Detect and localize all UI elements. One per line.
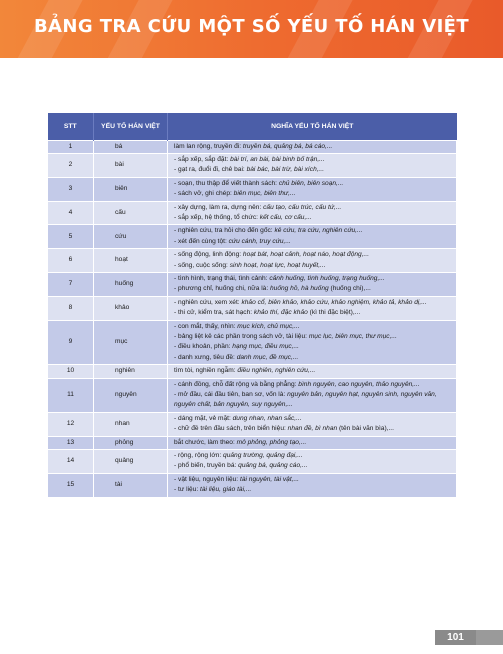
meaning-line: [174, 485, 452, 495]
row-meaning: [168, 177, 457, 201]
row-word: biên: [94, 177, 168, 201]
meaning-text: - tình hình, trạng thái, tình cảnh:: [174, 274, 270, 282]
meaning-line: [174, 342, 452, 352]
meaning-examples: dung nhan, nhan sắc,...: [232, 414, 302, 422]
meaning-line: [174, 322, 452, 332]
meaning-examples: bình nguyên, cao nguyên, thảo nguyên,...: [298, 380, 420, 388]
row-meaning: [168, 412, 457, 436]
meaning-text: - chữ đề trên đầu sách, trên biển hiệu:: [174, 425, 288, 433]
meaning-text: - phương chỉ, huống chi, nữa là:: [174, 285, 270, 293]
meaning-line: [174, 353, 452, 363]
meaning-examples: huống hồ, hà huống: [270, 285, 329, 293]
meaning-text: - gạt ra, đuổi đi, chê bai:: [174, 166, 247, 174]
meaning-line: [174, 438, 452, 448]
table-header-row: [48, 113, 457, 140]
meaning-examples: mục lục, biên mục, thư mục,...: [308, 333, 397, 340]
row-word: cấu: [94, 201, 168, 225]
row-stt: 10: [48, 365, 94, 378]
row-meaning: [168, 365, 457, 378]
meaning-examples: tài liệu, giáo tài,...: [200, 486, 252, 494]
meaning-text: làm lan rộng, truyền đi:: [174, 142, 243, 150]
meaning-line: [174, 179, 452, 189]
meaning-text: - rộng, rộng lớn:: [174, 452, 224, 460]
header-word: YẾU TỐ HÁN VIỆT: [94, 113, 168, 140]
row-meaning: [168, 320, 457, 365]
meaning-examples: hoạt bát, hoạt cảnh, hoạt náo, hoạt động,...: [242, 251, 370, 259]
meaning-examples: khảo thí, đặc khảo: [253, 309, 308, 317]
meaning-text: - sách vở, ghi chép:: [174, 190, 234, 198]
meaning-line: [174, 142, 452, 152]
meaning-examples: biên mục, biên thư,...: [233, 190, 296, 198]
meaning-examples: bài bác, bài trừ, bài xích,...: [246, 166, 325, 174]
row-meaning: [168, 140, 457, 153]
meaning-text: - danh xưng, tiêu đề:: [174, 353, 237, 361]
row-word: nhan: [94, 412, 168, 436]
meaning-line: [174, 213, 452, 223]
meaning-text: - thi cử, kiểm tra, sát hạch:: [174, 309, 254, 317]
row-stt: 13: [48, 436, 94, 449]
meaning-text: - vật liệu, nguyên liệu:: [174, 475, 240, 483]
meaning-examples: hạng mục, điều mục,...: [232, 343, 300, 351]
row-stt: 1: [48, 140, 94, 153]
page-number: 101: [447, 632, 464, 643]
table-row: [48, 320, 457, 365]
meaning-examples: điều nghiên, nghiên cứu,...: [237, 367, 316, 375]
row-stt: 14: [48, 450, 94, 474]
meaning-line: [174, 451, 452, 461]
meaning-text: - phổ biến, truyền bá:: [174, 462, 239, 470]
meaning-examples: nguyên chất, bản nguyên, suy nguyên,...: [174, 401, 293, 409]
row-word: hoạt: [94, 249, 168, 273]
row-word: quảng: [94, 450, 168, 474]
page-title: BẢNG TRA CỨU MỘT SỐ YẾU TỐ HÁN VIỆT: [33, 16, 470, 37]
meaning-examples: mô phỏng, phỏng tạo,...: [236, 438, 307, 446]
row-stt: 3: [48, 177, 94, 201]
row-word: mục: [94, 320, 168, 365]
meaning-line: [174, 261, 452, 271]
meaning-note: (tên bài văn bìa),...: [337, 425, 394, 433]
table-row: [48, 249, 457, 273]
meaning-text: - sống động, linh động:: [174, 251, 243, 259]
meaning-line: [174, 165, 452, 175]
meaning-examples: khảo cổ, biên khảo, khảo cứu, khảo nghiệm, khảo tả, khảo dị,...: [241, 298, 427, 306]
row-word: cứu: [94, 225, 168, 249]
page-number-bar-tail: [476, 630, 503, 645]
title-banner: [0, 0, 503, 58]
meaning-examples: bài trí, an bài, bài binh bố trận,...: [230, 155, 325, 163]
row-word: phỏng: [94, 436, 168, 449]
row-meaning: [168, 153, 457, 177]
meaning-text: - xét đến cùng tột:: [174, 237, 229, 245]
meaning-line: [174, 284, 452, 294]
row-word: bài: [94, 153, 168, 177]
meaning-text: - sắp xếp, hệ thống, tổ chức:: [174, 213, 260, 221]
table-row: [48, 177, 457, 201]
row-stt: 2: [48, 153, 94, 177]
row-stt: 6: [48, 249, 94, 273]
meaning-examples: truyền bá, quảng bá, bá cáo,...: [242, 142, 333, 150]
meaning-line: [174, 226, 452, 236]
table-row: [48, 365, 457, 378]
table-row: [48, 378, 457, 412]
meaning-line: [174, 400, 452, 410]
meaning-line: [174, 390, 452, 400]
meaning-examples: quảng trường, quảng đại,...: [223, 452, 303, 460]
meaning-examples: quảng bá, quảng cáo,...: [238, 462, 308, 470]
row-meaning: [168, 249, 457, 273]
meaning-line: [174, 274, 452, 284]
header-meaning: NGHĨA YẾU TỐ HÁN VIỆT: [168, 113, 457, 140]
meaning-line: [174, 308, 452, 318]
meaning-examples: nhan đề, bì nhan: [287, 425, 338, 433]
meaning-line: [174, 424, 452, 434]
table-row: [48, 436, 457, 449]
meaning-examples: nguyên bản, nguyên hạt, nguyên sinh, nguyên văn,: [287, 391, 437, 399]
meaning-text: - điều khoản, phần:: [174, 343, 233, 351]
row-word: nghiên: [94, 365, 168, 378]
table-row: [48, 412, 457, 436]
meaning-line: [174, 237, 452, 247]
row-stt: 12: [48, 412, 94, 436]
meaning-line: [174, 155, 452, 165]
meaning-text: - cánh đồng, chỗ đất rộng và bằng phẳng:: [174, 380, 299, 388]
row-word: tài: [94, 473, 168, 497]
row-word: huống: [94, 272, 168, 296]
meaning-line: [174, 189, 452, 199]
row-stt: 9: [48, 320, 94, 365]
table-row: [48, 140, 457, 153]
row-meaning: [168, 473, 457, 497]
meaning-text: - bảng liệt kê các phần trong sách vở, tài liệu:: [174, 333, 309, 340]
meaning-text: - dáng mặt, vẻ mặt:: [174, 414, 233, 422]
meaning-line: [174, 203, 452, 213]
row-stt: 7: [48, 272, 94, 296]
table-row: [48, 153, 457, 177]
meaning-line: [174, 414, 452, 424]
table-row: [48, 272, 457, 296]
meaning-text: tìm tòi, nghiền ngẫm:: [174, 367, 238, 375]
row-stt: 4: [48, 201, 94, 225]
row-stt: 15: [48, 473, 94, 497]
meaning-examples: kê cứu, tra cứu, nghiên cứu,...: [274, 227, 363, 235]
meaning-text: bắt chước, làm theo:: [174, 438, 237, 446]
meaning-examples: kết cấu, cơ cấu,...: [259, 213, 312, 221]
meaning-text: - xây dựng, làm ra, dựng nên:: [174, 203, 264, 211]
meaning-text: - nghiên cứu, tra hỏi cho đến gốc:: [174, 227, 275, 235]
meaning-line: [174, 380, 452, 390]
row-stt: 11: [48, 378, 94, 412]
table-row: [48, 473, 457, 497]
meaning-text: - con mắt, thấy, nhìn:: [174, 322, 238, 330]
row-stt: 8: [48, 296, 94, 320]
lookup-table: [47, 113, 457, 498]
table-row: [48, 450, 457, 474]
meaning-line: [174, 332, 452, 342]
row-meaning: [168, 296, 457, 320]
row-meaning: [168, 201, 457, 225]
row-meaning: [168, 225, 457, 249]
meaning-examples: mục kích, chủ mục,...: [237, 322, 300, 330]
meaning-text: - tư liệu:: [174, 486, 201, 494]
meaning-examples: tài nguyên, tài vật,...: [239, 475, 299, 483]
meaning-examples: chủ biên, biên soạn,...: [278, 179, 344, 187]
meaning-examples: cứu cánh, truy cứu,...: [228, 237, 291, 245]
header-stt: STT: [48, 113, 94, 140]
table-row: [48, 225, 457, 249]
meaning-line: [174, 298, 452, 308]
meaning-note: (kì thi đặc biệt),...: [307, 309, 361, 317]
meaning-text: - sống, cuộc sống:: [174, 261, 230, 269]
meaning-line: [174, 366, 452, 376]
row-meaning: [168, 378, 457, 412]
row-word: nguyên: [94, 378, 168, 412]
table-row: [48, 296, 457, 320]
meaning-examples: sinh hoạt, hoạt lực, hoạt huyết,...: [229, 261, 326, 269]
row-stt: 5: [48, 225, 94, 249]
meaning-line: [174, 461, 452, 471]
row-meaning: [168, 272, 457, 296]
meaning-examples: cấu tạo, cấu trúc, cấu tứ,...: [263, 203, 342, 211]
meaning-line: [174, 250, 452, 260]
row-meaning: [168, 436, 457, 449]
row-meaning: [168, 450, 457, 474]
table-row: [48, 201, 457, 225]
meaning-examples: cảnh huống, tình huống, trạng huống,...: [269, 274, 385, 282]
row-word: bá: [94, 140, 168, 153]
meaning-text: - sắp xếp, sắp đặt:: [174, 155, 231, 163]
page-number-badge: [435, 630, 476, 645]
meaning-examples: danh mục, đề mục,...: [236, 353, 299, 361]
meaning-line: [174, 475, 452, 485]
meaning-text: - nghiên cứu, xem xét:: [174, 298, 242, 306]
meaning-text: - soạn, thu thập để viết thành sách:: [174, 179, 279, 187]
row-word: khảo: [94, 296, 168, 320]
meaning-text: - mở đầu, cái đầu tiên, ban sơ, vốn là:: [174, 391, 288, 399]
meaning-note: (huống chi),...: [328, 285, 371, 293]
